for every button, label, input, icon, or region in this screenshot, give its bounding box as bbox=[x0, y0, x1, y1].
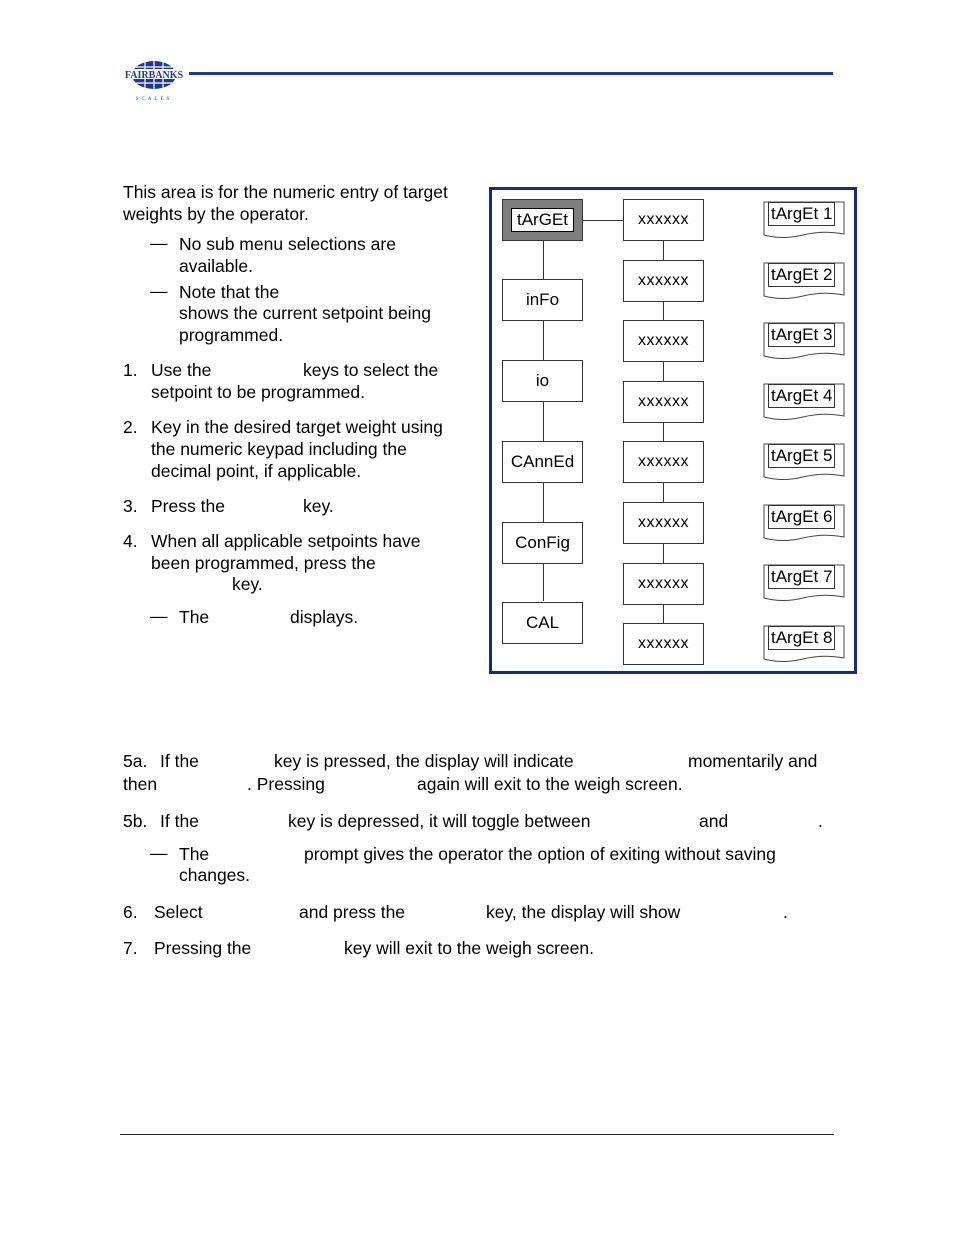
step-text: been programmed, press the bbox=[151, 553, 376, 573]
value-box: xxxxxx bbox=[623, 623, 704, 665]
step-number: 7. bbox=[123, 938, 138, 958]
menu-box-target bbox=[502, 199, 583, 241]
display-tag bbox=[763, 504, 843, 544]
step-text: Select bbox=[154, 902, 203, 922]
step-text: . bbox=[783, 902, 788, 922]
menu-connector bbox=[582, 220, 624, 221]
step-text: key, the display will show bbox=[486, 902, 681, 922]
para-5a-text: momentarily and bbox=[688, 751, 818, 771]
display-text: tArgEt 3 bbox=[768, 323, 835, 347]
footer-rule bbox=[120, 1134, 834, 1135]
display-text: tArgEt 6 bbox=[768, 505, 835, 529]
bullet-text: The bbox=[179, 607, 210, 627]
menu-label: tArGEt bbox=[511, 208, 574, 232]
value-box: xxxxxx bbox=[623, 563, 704, 605]
display-tag bbox=[763, 564, 843, 604]
bullet-dash: — bbox=[150, 233, 168, 253]
value-box: xxxxxx bbox=[623, 320, 704, 362]
bullet-text: The bbox=[179, 844, 210, 864]
display-text: tArgEt 2 bbox=[768, 263, 835, 287]
step-text: key. bbox=[303, 496, 334, 516]
bullet-dash: — bbox=[150, 606, 168, 626]
bullet-text: prompt gives the operator the option of exiting without saving bbox=[304, 844, 776, 864]
menu-diagram bbox=[489, 187, 857, 674]
step-number: 1. bbox=[123, 360, 138, 380]
display-tag bbox=[763, 383, 843, 423]
company-logo bbox=[123, 55, 185, 101]
step-number: 3. bbox=[123, 496, 138, 516]
display-tag bbox=[763, 443, 843, 483]
bullet-dash: — bbox=[150, 281, 168, 301]
display-text: tArgEt 4 bbox=[768, 384, 835, 408]
display-text: tArgEt 7 bbox=[768, 565, 835, 589]
para-5a-text: If the bbox=[160, 751, 199, 771]
display-tag bbox=[763, 262, 843, 302]
menu-box-canned: CAnnEd bbox=[502, 441, 583, 483]
svg-text:FAIRBANKS: FAIRBANKS bbox=[124, 70, 184, 81]
para-5b-text: and bbox=[699, 811, 729, 831]
step-text: Key in the desired target weight using the numeric keypad including the decimal point, if applicable. bbox=[151, 417, 443, 481]
display-text: tArgEt 8 bbox=[768, 626, 835, 650]
para-5b-text: key is depressed, it will toggle between bbox=[288, 811, 591, 831]
value-box: xxxxxx bbox=[623, 260, 704, 302]
menu-box-io: io bbox=[502, 360, 583, 402]
menu-box-config: ConFig bbox=[502, 522, 583, 564]
display-tag bbox=[763, 201, 843, 241]
display-tag bbox=[763, 322, 843, 362]
value-box: xxxxxx bbox=[623, 199, 704, 241]
para-5b-text: If the bbox=[160, 811, 199, 831]
value-box: xxxxxx bbox=[623, 441, 704, 483]
intro-paragraph: This area is for the numeric entry of target weights by the operator. bbox=[123, 182, 448, 224]
step-text: Pressing the bbox=[154, 938, 252, 958]
step-text: Use the bbox=[151, 360, 212, 380]
menu-box-cal: CAL bbox=[502, 602, 583, 644]
svg-text:SCALES: SCALES bbox=[135, 97, 173, 101]
bullet-text: changes. bbox=[179, 865, 251, 885]
para-5a-label: 5a. bbox=[123, 751, 148, 771]
bullet-text: No sub menu selections are available. bbox=[179, 234, 396, 276]
step-number: 6. bbox=[123, 902, 138, 922]
bullet-text: shows the current setpoint being programmed. bbox=[179, 303, 431, 345]
step-text: key. bbox=[232, 574, 263, 594]
step-text: and press the bbox=[299, 902, 406, 922]
step-text: setpoint to be programmed. bbox=[151, 382, 366, 402]
value-box: xxxxxx bbox=[623, 502, 704, 544]
para-5a-text: then bbox=[123, 774, 158, 794]
step-text: key will exit to the weigh screen. bbox=[344, 938, 594, 958]
step-text: Press the bbox=[151, 496, 225, 516]
header-rule bbox=[189, 72, 833, 75]
para-5a-text: . Pressing bbox=[247, 774, 325, 794]
bullet-text: Note that the bbox=[179, 282, 280, 302]
display-text: tArgEt 5 bbox=[768, 444, 835, 468]
para-5a-text: again will exit to the weigh screen. bbox=[417, 774, 683, 794]
value-box: xxxxxx bbox=[623, 381, 704, 423]
display-tag bbox=[763, 625, 843, 665]
menu-box-info: inFo bbox=[502, 279, 583, 321]
step-number: 4. bbox=[123, 531, 138, 551]
bullet-text: displays. bbox=[290, 607, 359, 627]
para-5b-label: 5b. bbox=[123, 811, 148, 831]
step-text: keys to select the bbox=[303, 360, 439, 380]
display-text: tArgEt 1 bbox=[768, 202, 835, 226]
para-5a-text: key is pressed, the display will indicate bbox=[274, 751, 574, 771]
para-5b-text: . bbox=[818, 811, 823, 831]
step-text: When all applicable setpoints have bbox=[151, 531, 421, 551]
bullet-dash: — bbox=[150, 843, 168, 863]
step-number: 2. bbox=[123, 417, 138, 437]
